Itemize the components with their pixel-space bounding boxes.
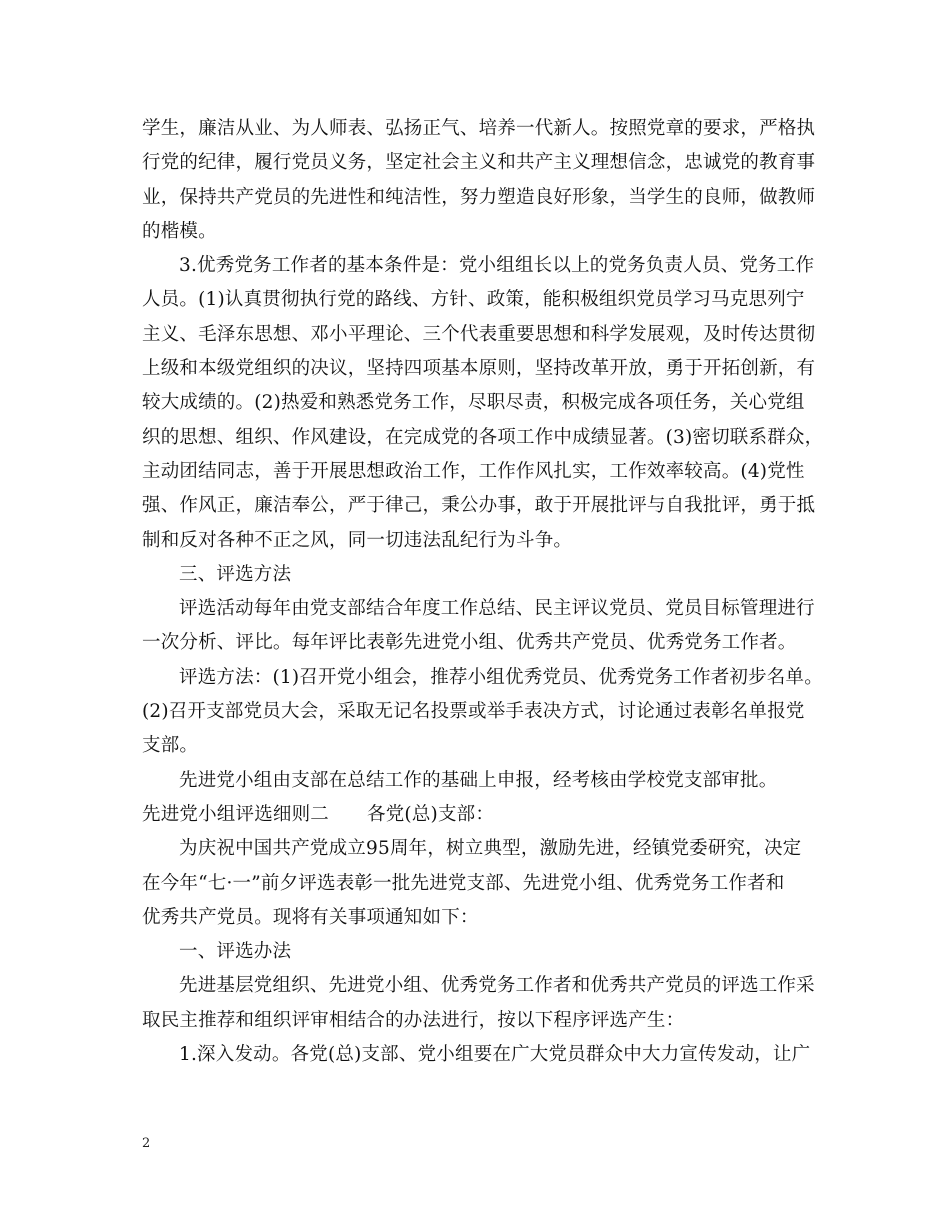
text-line: 1.深入发动。各党(总)支部、党小组要在广大党员群众中大力宣传发动，让广 [179, 1044, 811, 1066]
section-heading: 三、评选方法 [179, 563, 292, 585]
text-line: 优秀共产党员。现将有关事项通知如下： [142, 906, 479, 928]
text-line: 学生，廉洁从业、为人师表、弘扬正气、培养一代新人。按照党章的要求，严格执 [142, 118, 816, 139]
text-line: 支部。 [142, 735, 199, 757]
text-line: 较大成绩的。(2)热爱和熟悉党务工作，尽职尽责，积极完成各项任务，关心党组 [142, 392, 805, 414]
text-line: 织的思想、组织、作风建设，在完成党的各项工作中成绩显著。(3)密切联系群众， [142, 426, 824, 448]
text-line: 评选方法：(1)召开党小组会，推荐小组优秀党员、优秀党务工作者初步名单。 [179, 666, 823, 688]
page-number: 2 [142, 1136, 151, 1151]
body-text [142, 112, 822, 1072]
text-line: 强、作风正，廉洁奉公，严于律己，秉公办事，敢于开展批评与自我批评，勇于抵 [142, 495, 816, 517]
text-line: 在今年“七·一”前夕评选表彰一批先进党支部、先进党小组、优秀党务工作者和 [142, 872, 785, 894]
section-heading: 一、评选办法 [179, 941, 292, 963]
text-line: 行党的纪律，履行党员义务，坚定社会主义和共产主义理想信念，忠诚党的教育事 [142, 152, 816, 174]
doc-heading-title: 先进党小组评选细则二 [142, 803, 330, 825]
text-line: 制和反对各种不正之风，同一切违法乱纪行为斗争。 [142, 529, 573, 551]
text-line: 取民主推荐和组织评审相结合的办法进行，按以下程序评选产生： [142, 1009, 685, 1031]
text-line: 主义、毛泽东思想、邓小平理论、三个代表重要思想和科学发展观，及时传达贯彻 [142, 323, 816, 345]
text-line: 主动团结同志，善于开展思想政治工作，工作作风扎实，工作效率较高。(4)党性 [142, 460, 805, 482]
text-line: 3.优秀党务工作者的基本条件是：党小组组长以上的党务负责人员、党务工作 [179, 255, 815, 277]
text-line: 上级和本级党组织的决议，坚持四项基本原则，坚持改革开放，勇于开拓创新，有 [142, 358, 816, 380]
text-line: 先进基层党组织、先进党小组、优秀党务工作者和优秀共产党员的评选工作采 [179, 975, 815, 997]
text-line: 为庆祝中国共产党成立95周年，树立典型，激励先进，经镇党委研究，决定 [179, 838, 802, 860]
text-line: 一次分析、评比。每年评比表彰先进党小组、优秀共产党员、优秀党务工作者。 [142, 632, 797, 654]
doc-addressee: 各党(总)支部： [367, 803, 495, 825]
text-line: 评选活动每年由党支部结合年度工作总结、民主评议党员、党员目标管理进行 [179, 598, 815, 620]
doc-heading-line [142, 798, 822, 832]
text-line: 先进党小组由支部在总结工作的基础上申报，经考核由学校党支部审批。 [179, 769, 778, 791]
text-line: 的楷模。 [142, 220, 217, 242]
text-line: 人员。(1)认真贯彻执行党的路线、方针、政策，能积极组织党员学习马克思列宁 [142, 289, 805, 311]
text-line: 业，保持共产党员的先进性和纯洁性，努力塑造良好形象，当学生的良师，做教师 [142, 186, 816, 208]
text-line: (2)召开支部党员大会，采取无记名投票或举手表决方式，讨论通过表彰名单报党 [142, 701, 805, 723]
